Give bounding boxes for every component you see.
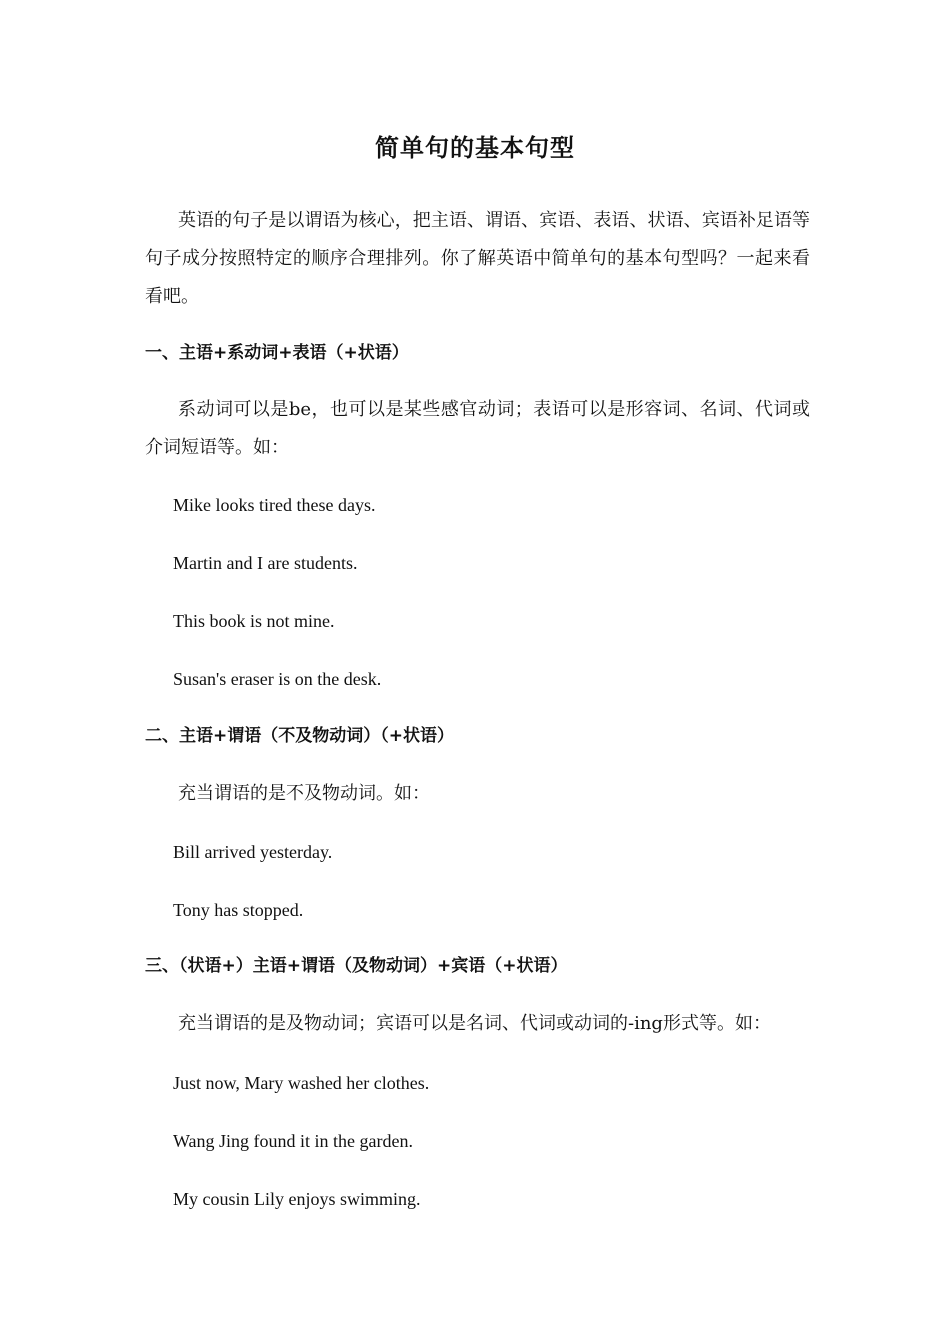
intro-paragraph: 英语的句子是以谓语为核心，把主语、谓语、宾语、表语、状语、宾语补足语等句子成分按照特定的顺序合理排列。你了解英语中简单句的基本句型吗？一起来看看吧。 [145, 210, 810, 307]
example-sentence: My cousin Lily enjoys swimming. [173, 1189, 421, 1209]
example-sentence: Martin and I are students. [173, 553, 358, 573]
example-sentence: Mike looks tired these days. [173, 495, 376, 515]
example-sentence: Tony has stopped. [173, 900, 304, 920]
document-title: 简单句的基本句型 [375, 134, 575, 162]
section-description-1: 系动词可以是be，也可以是某些感官动词；表语可以是形容词、名词、代词或介词短语等。如： [145, 399, 810, 458]
example-sentence: Wang Jing found it in the garden. [173, 1131, 414, 1151]
section-description-3: 充当谓语的是及物动词；宾语可以是名词、代词或动词的-ing形式等。如： [178, 1013, 771, 1034]
section-description-2: 充当谓语的是不及物动词。如： [178, 783, 430, 804]
example-sentence: Bill arrived yesterday. [173, 842, 333, 862]
section-heading-3: 三、（状语+）主语+谓语（及物动词）+宾语（+状语） [145, 956, 568, 976]
section-heading-2: 二、主语+谓语（不及物动词）（+状语） [145, 726, 454, 746]
example-sentence: Just now, Mary washed her clothes. [173, 1073, 430, 1093]
section-heading-1: 一、主语+系动词+表语（+状语） [145, 343, 409, 363]
example-sentence: Susan's eraser is on the desk. [173, 669, 382, 689]
example-sentence: This book is not mine. [173, 611, 335, 631]
